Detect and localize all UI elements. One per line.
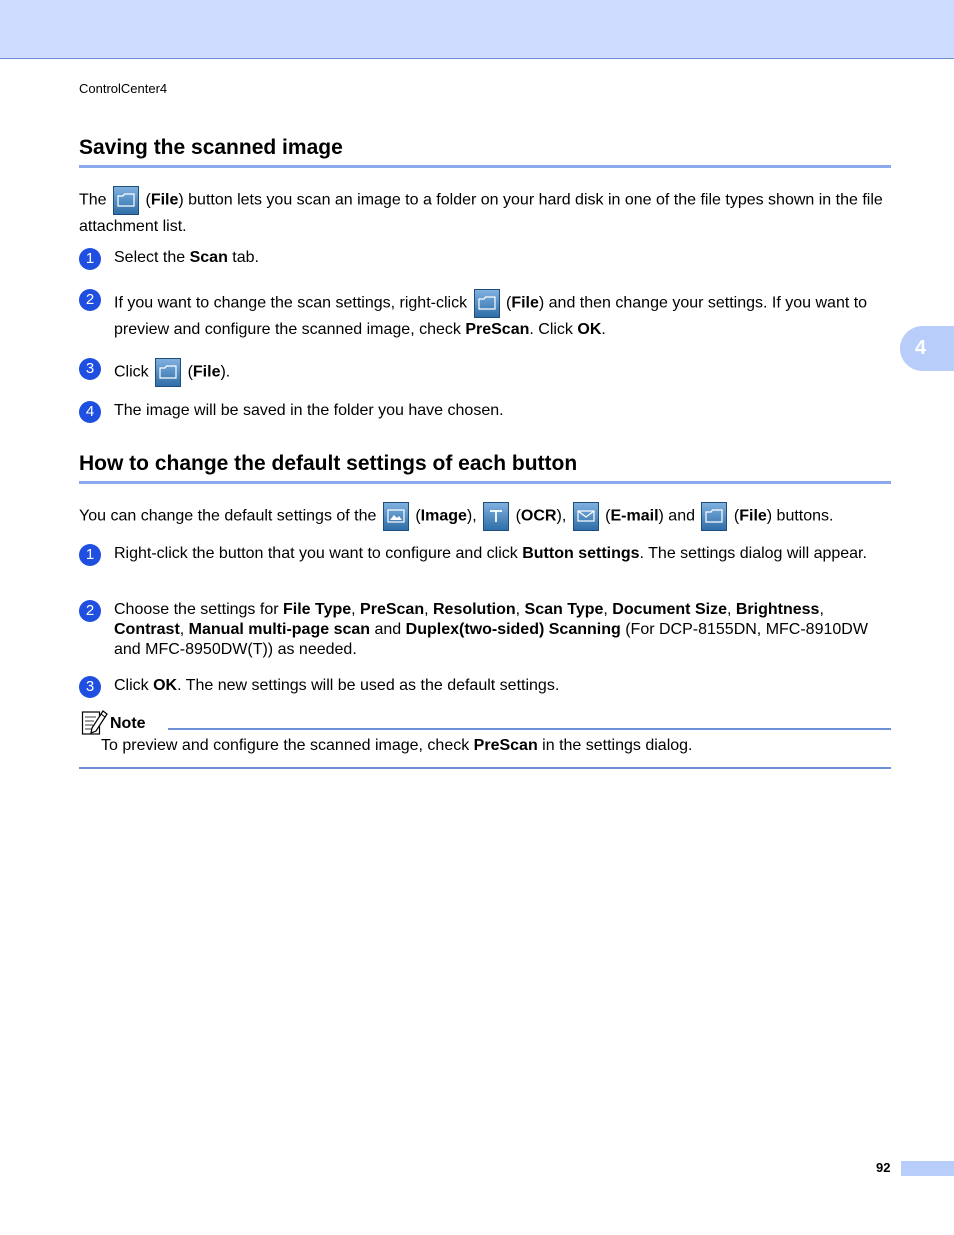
folder-icon [701,502,727,531]
section2-intro: You can change the default settings of the (Image), (OCR), (E-mail) and (File) buttons. [79,502,891,531]
step-number: 3 [79,676,101,698]
step-number: 2 [79,600,101,622]
ocr-icon [483,502,509,531]
note-pencil-icon [81,708,109,736]
header-label: ControlCenter4 [79,81,168,96]
note-divider-bottom [79,767,891,769]
envelope-icon [573,502,599,531]
section2-step-2: 2 Choose the settings for File Type, PreScan, Resolution, Scan Type, Document Size, Brightness, Contrast, Manual multi-page scan and Duplex(two-sided) Scanning (For DCP-8155DN, MFC-8910DW and MFC-8950DW(T)) as needed. [79,600,891,660]
section1-step-1: 1 Select the Scan tab. [79,248,891,268]
step-number: 3 [79,358,101,380]
step-number: 1 [79,248,101,270]
top-band [0,0,954,59]
folder-icon [155,358,181,387]
note-text: To preview and configure the scanned image, check PreScan in the settings dialog. [101,737,693,754]
step-number: 4 [79,401,101,423]
folder-icon [113,186,139,215]
step-number: 2 [79,289,101,311]
footer-bar [901,1161,954,1176]
folder-icon [474,289,500,318]
step-number: 1 [79,544,101,566]
section-title-defaults: How to change the default settings of each button [79,452,891,484]
section2-step-1: 1 Right-click the button that you want to configure and click Button settings. The settings dialog will appear. [79,544,891,564]
section-title-saving: Saving the scanned image [79,136,891,168]
note-label: Note [110,715,146,732]
section1-step-3: 3 Click (File). [79,358,891,387]
page-number: 92 [876,1160,891,1175]
section1-intro: The (File) button lets you scan an image to a folder on your hard disk in one of the file types shown in the file attachment list. [79,186,891,239]
section2-step-3: 3 Click OK. The new settings will be used as the default settings. [79,676,891,696]
section1-step-2: 2 If you want to change the scan settings, right-click (File) and then change your settings. If you want to preview and configure the scanned image, check PreScan. Click OK. [79,289,891,342]
note-divider-top [168,728,891,730]
chapter-tab[interactable]: 4 [900,326,954,371]
section1-step-4: 4 The image will be saved in the folder you have chosen. [79,401,891,421]
image-icon [383,502,409,531]
